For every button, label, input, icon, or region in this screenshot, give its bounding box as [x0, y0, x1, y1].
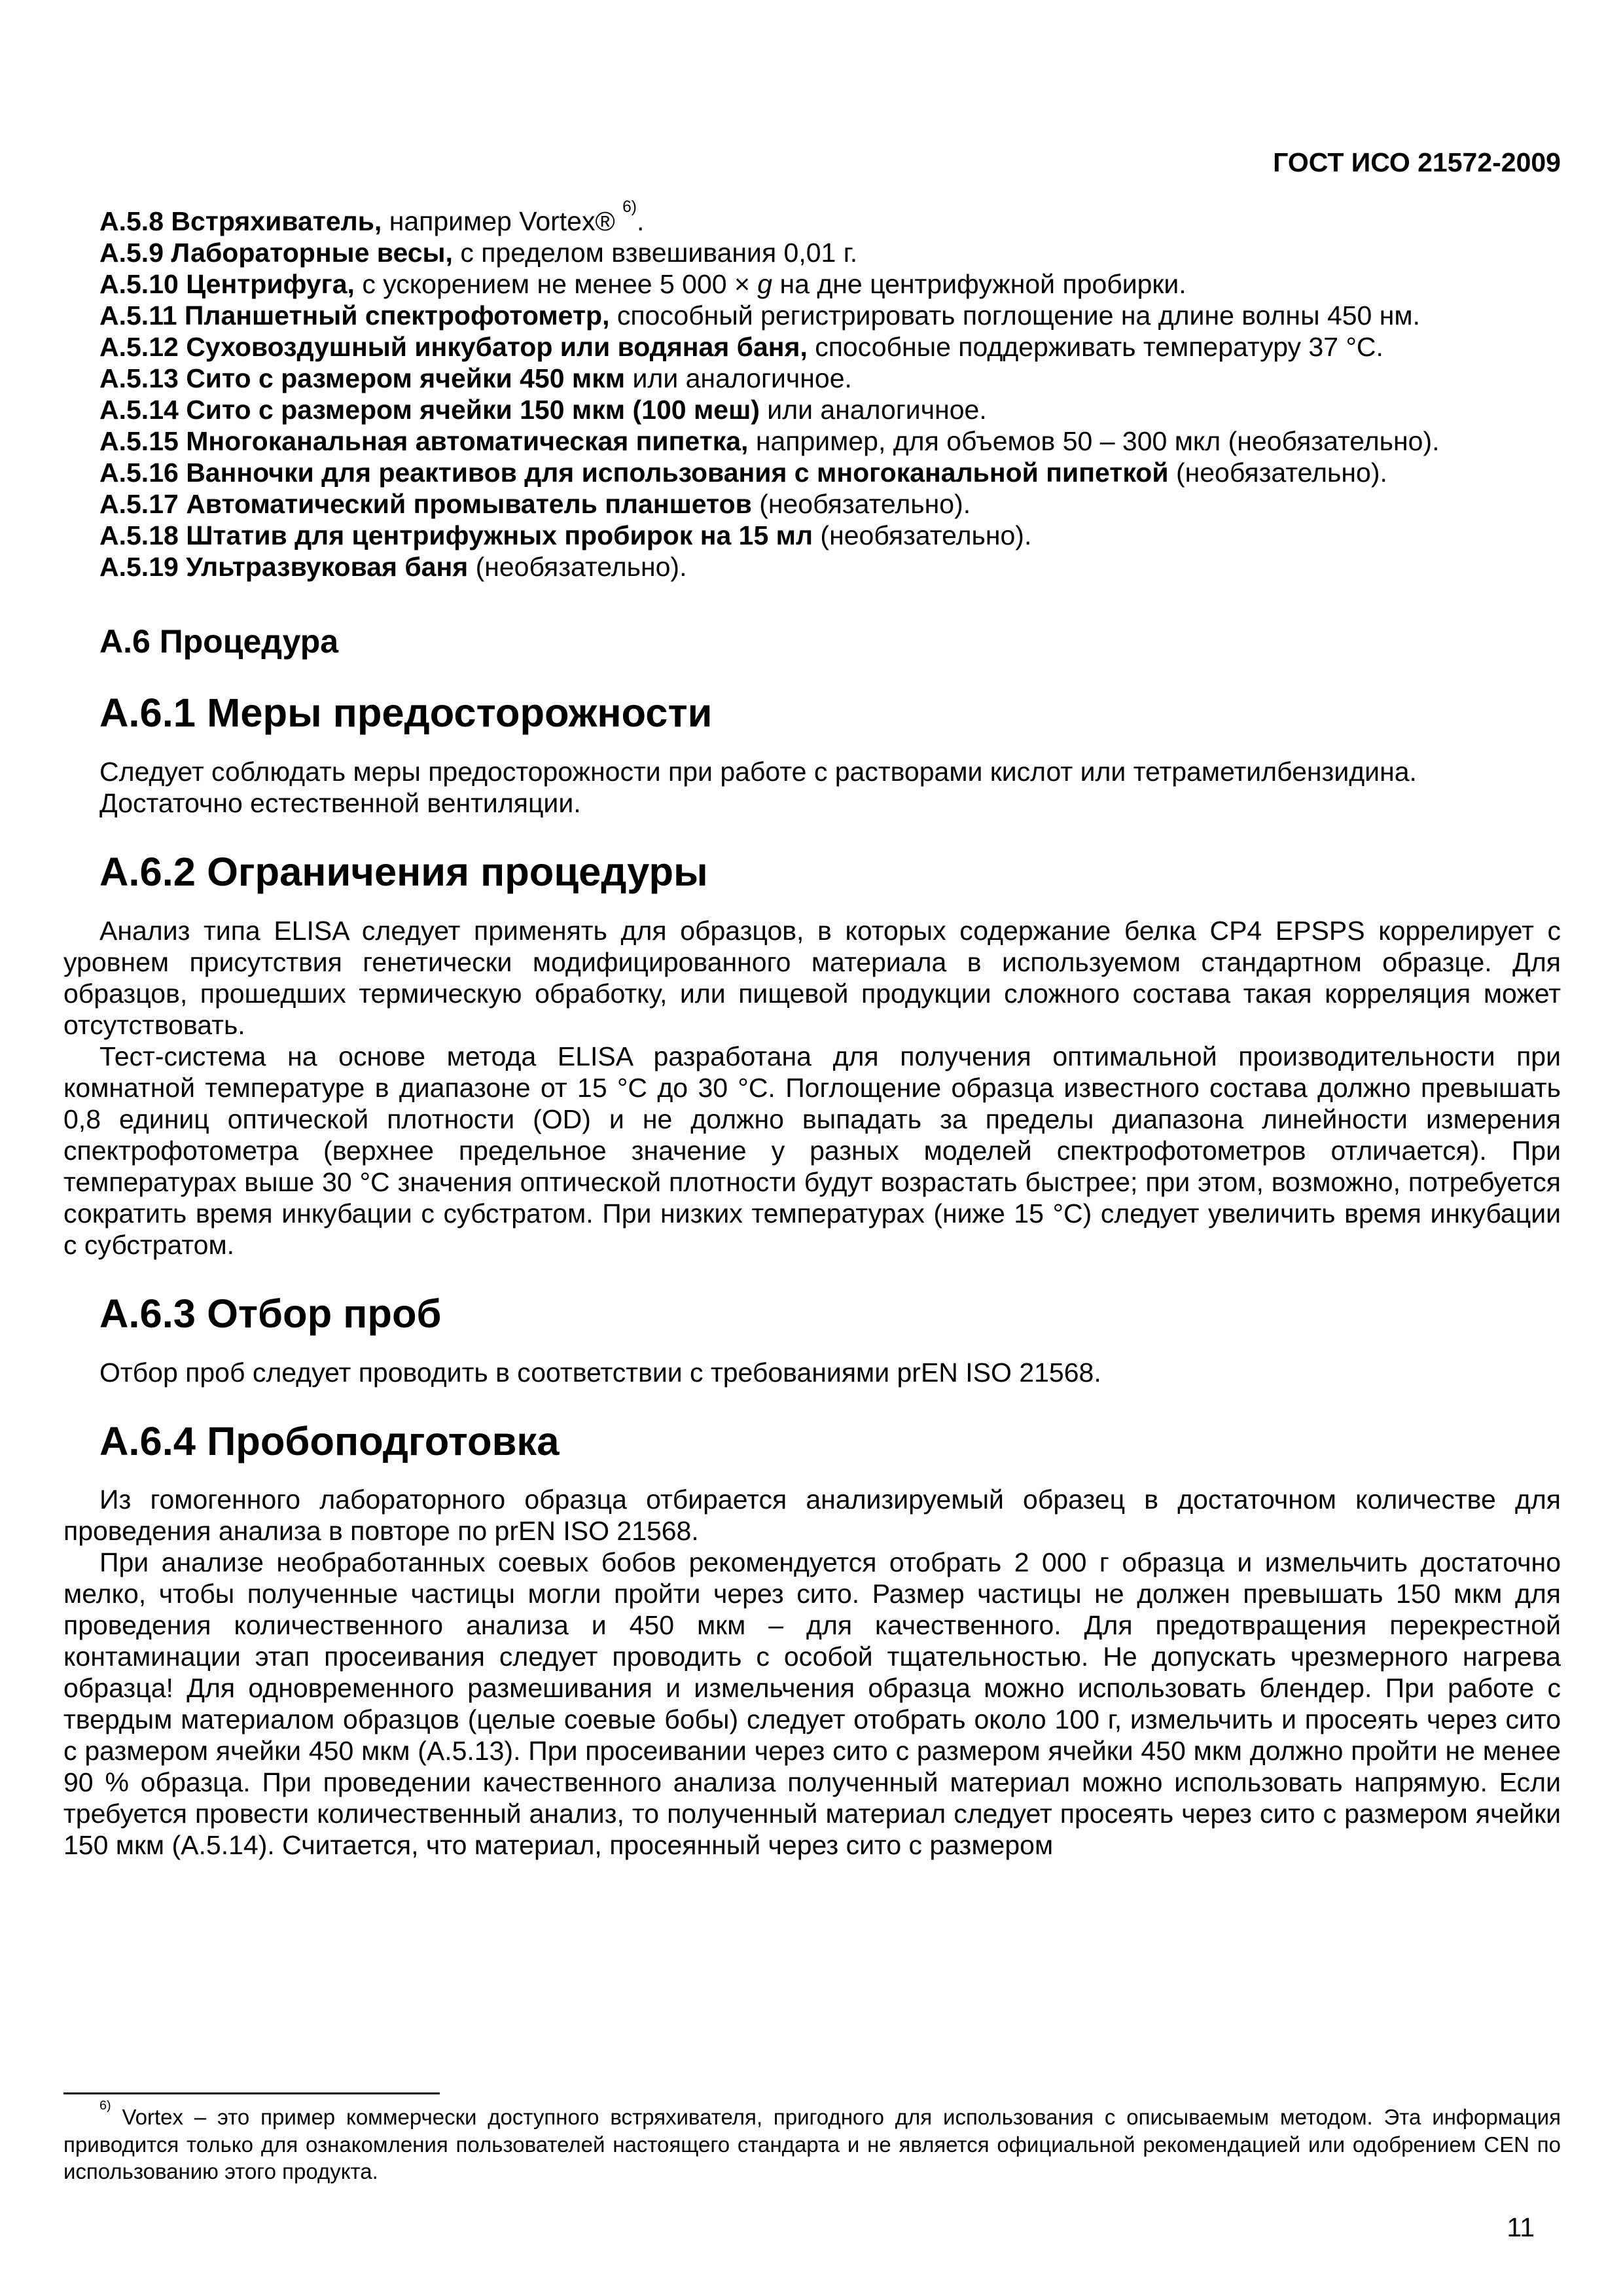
footnote-divider: [63, 2092, 440, 2094]
paragraph-preparation-2: При анализе необработанных соевых бобов рекомендуется отобрать 2 000 г образца и измельчить достаточно мелко, чтобы полученные частицы могли пройти через сито. Размер частицы не должен превышать 150 мкм для проведения количественного анализа и 450 мкм – для качественного. Для предотвращения перекрестной контаминации этап просеивания следует проводить с особой тщательностью. Не допускать чрезмерного нагрева образца! Для одновременного размешивания и измельчения образца можно использовать блендер. При работе с твердым материалом образцов (целые соевые бобы) следует отобрать около 100 г, измельчить и просеять через сито с размером ячейки 450 мкм (А.5.13). При просеивании через сито с размером ячейки 450 мкм должно пройти не менее 90 % образца. При проведении качественного анализа полученный материал можно использовать напрямую. Если требуется провести количественный анализ, то полученный материал следует просеять через сито с размером ячейки 150 мкм (А.5.14). Считается, что материал, просеянный через сито с размером: [63, 1547, 1561, 1861]
equipment-item-desc: с пределом взвешивания 0,01 г.: [452, 237, 858, 268]
section-a6-2-title: А.6.2 Ограничения процедуры: [99, 849, 708, 895]
section-a6-4-title: А.6.4 Пробоподготовка: [99, 1418, 560, 1464]
section-a6-title: А.6 Процедура: [99, 622, 339, 660]
equipment-item: [63, 300, 1561, 332]
footnote-text: [63, 2098, 1561, 2185]
equipment-item-term: А.5.10 Центрифуга,: [99, 268, 355, 299]
equipment-item-tail: на дне центрифужной пробирки.: [772, 268, 1186, 299]
equipment-item-term: А.5.12 Суховоздушный инкубатор или водяная баня,: [99, 331, 808, 362]
equipment-item: [63, 363, 1561, 395]
equipment-item-desc: например Vortex®: [382, 206, 623, 236]
section-a6: [63, 583, 1561, 1862]
paragraph-precautions-1: Следует соблюдать меры предосторожности при работе с растворами кислот или тетраметилбензидина.: [99, 757, 1417, 787]
equipment-item-desc: (необязательно).: [1168, 457, 1387, 488]
equipment-item: [63, 269, 1561, 300]
equipment-item-term: А.5.8 Встряхиватель,: [99, 206, 382, 236]
section-a6-1-title: А.6.1 Меры предосторожности: [99, 691, 713, 736]
footnote-ref: 6): [622, 198, 637, 216]
equipment-item: [63, 238, 1561, 269]
footnote: [63, 2092, 1561, 2185]
page-number: 11: [1507, 2212, 1535, 2243]
equipment-item-term: А.5.9 Лабораторные весы,: [99, 237, 453, 268]
equipment-item-term: А.5.18 Штатив для центрифужных пробирок на 15 мл: [99, 520, 813, 550]
equipment-item-desc: способный регистрировать поглощение на длине волны 450 нм.: [609, 300, 1420, 331]
standard-number: ГОСТ ИСО 21572-2009: [1273, 147, 1561, 177]
equipment-item-desc: (необязательно).: [751, 488, 971, 519]
equipment-item: [63, 332, 1561, 363]
paragraph-limitations-1: Анализ типа ELISA следует применять для образцов, в которых содержание белка CP4 EPSPS коррелирует с уровнем присутствия генетически модифицированного материала в используемом стандартном образце. Для образцов, прошедших термическую обработку, или пищевой продукции сложного состава такая корреляция может отсутствовать.: [63, 915, 1561, 1040]
paragraph-sampling-1: Отбор проб следует проводить в соответствии с требованиями prEN ISO 21568.: [99, 1357, 1101, 1388]
equipment-item-desc: например, для объемов 50 – 300 мкл (необязательно).: [748, 425, 1440, 456]
equipment-item: [63, 198, 1561, 238]
equipment-item-term: А.5.17 Автоматический промыватель планшетов: [99, 488, 752, 519]
paragraph-precautions-2: Достаточно естественной вентиляции.: [99, 788, 581, 819]
equipment-item-italic: g: [757, 268, 773, 299]
equipment-item-term: А.5.19 Ультразвуковая баня: [99, 551, 469, 582]
equipment-item-tail: .: [636, 206, 645, 236]
equipment-item-term: А.5.11 Планшетный спектрофотометр,: [99, 300, 610, 331]
equipment-item: [63, 520, 1561, 552]
equipment-item-term: А.5.14 Сито с размером ячейки 150 мкм (100 меш): [99, 394, 760, 425]
footnote-marker: 6): [99, 2098, 111, 2113]
footnote-body: Vortex – это пример коммерчески доступного встряхивателя, пригодного для использования с описываемым методом. Эта информация приводится только для ознакомления пользователей настоящего стандарта и не является официальной рекомендацией или одобрением CEN по использованию этого продукта.: [63, 2105, 1561, 2183]
equipment-item-desc: с ускорением не менее 5 000 ×: [354, 268, 758, 299]
equipment-item: [63, 552, 1561, 583]
equipment-item: [63, 426, 1561, 457]
section-a6-3-title: А.6.3 Отбор проб: [99, 1291, 442, 1336]
equipment-item: [63, 489, 1561, 520]
equipment-item-desc: (необязательно).: [468, 551, 687, 582]
equipment-item-term: А.5.16 Ванночки для реактивов для использования с многоканальной пипеткой: [99, 457, 1169, 488]
equipment-item-desc: (необязательно).: [813, 520, 1032, 550]
equipment-item: [63, 395, 1561, 426]
equipment-item-desc: или аналогичное.: [759, 394, 987, 425]
paragraph-preparation-1: Из гомогенного лабораторного образца отбирается анализируемый образец в достаточном количестве для проведения анализа в повторе по prEN ISO 21568.: [63, 1484, 1561, 1547]
equipment-item-term: А.5.15 Многоканальная автоматическая пипетка,: [99, 425, 749, 456]
paragraph-limitations-2: Тест-система на основе метода ELISA разработана для получения оптимальной производительности при комнатной температуре в диапазоне от 15 °С до 30 °С. Поглощение образца известного состава должно превышать 0,8 единиц оптической плотности (OD) и не должно выпадать за пределы диапазона линейности измерения спектрофотометра (верхнее предельное значение у разных моделей спектрофотометров отличается). При температурах выше 30 °С значения оптической плотности будут возрастать быстрее; при этом, возможно, потребуется сократить время инкубации с субстратом. При низких температурах (ниже 15 °С) следует увеличить время инкубации с субстратом.: [63, 1041, 1561, 1260]
document-header: [63, 147, 1561, 179]
equipment-item-term: А.5.13 Сито с размером ячейки 450 мкм: [99, 363, 626, 393]
equipment-item-desc: способные поддерживать температуру 37 °С.: [807, 331, 1383, 362]
equipment-list: [63, 198, 1561, 583]
equipment-item-desc: или аналогичное.: [625, 363, 852, 393]
equipment-item: [63, 457, 1561, 489]
